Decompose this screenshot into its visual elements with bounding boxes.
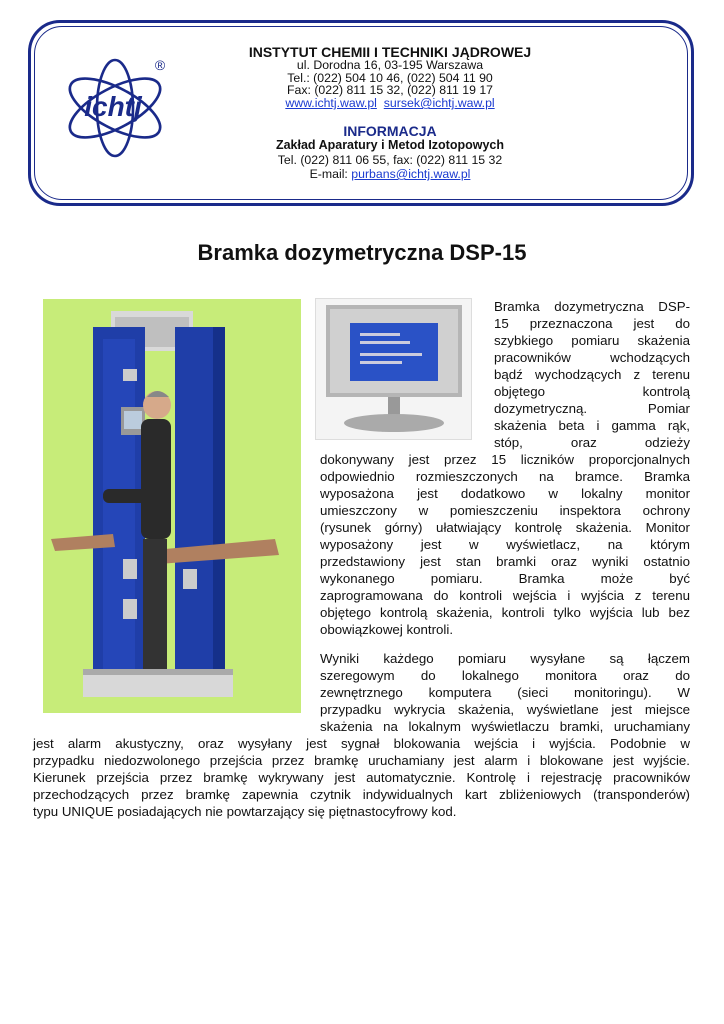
ichtj-logo	[60, 48, 175, 163]
text-line: zewnętrznego komputera (sieci monitoringu). W	[320, 685, 690, 700]
text-line: (rysunek górny) ułatwiający kontrolę skażenia. Monitor	[320, 520, 690, 535]
department-contact: Tel. (022) 811 06 55, fax: (022) 811 15 32	[277, 153, 503, 167]
logo-text: ichtj	[84, 91, 142, 122]
text-line: skażenia beta i gamma rąk,	[494, 418, 690, 433]
text-line: szybkiego pomiaru skażenia	[494, 333, 690, 348]
text-line: odpowiednio rozmieszczonych na bramce. Bramka	[320, 469, 690, 484]
address: ul. Dorodna 16, 03-195 Warszawa	[296, 58, 484, 72]
text-line: stóp, oraz odzieży	[494, 435, 690, 450]
text-line: zaprogramowana do kontroli wejścia i wyjścia z terenu	[320, 588, 690, 603]
text-line: 15 przeznaczona jest do	[494, 316, 690, 331]
text-line: objętego kontrolą	[494, 384, 690, 399]
monitor-photo	[315, 298, 472, 440]
text-line: Kierunek przejścia przez bramkę wykrywany jest automatycznie. Kontrolę i rejestrację pracowników	[33, 770, 690, 785]
text-line: wyposażona jest dodatkowo w lokalny monitor	[320, 486, 690, 501]
text-line: typu UNIQUE posiadających nie powtarzający się piętnastocyfrowy kod.	[33, 804, 457, 819]
web-contact	[190, 97, 590, 110]
info-heading: INFORMACJA	[343, 123, 437, 139]
fax-numbers: Fax: (022) 811 15 32, (022) 811 19 17	[287, 83, 493, 97]
text-line: dozymetryczną. Pomiar	[494, 401, 690, 416]
text-line: przypadku wykrycia skażenia, wyświetlane jest miejsce	[320, 702, 690, 717]
text-line: bądź wychodzących z terenu	[494, 367, 690, 382]
page-title: Bramka dozymetryczna DSP-15	[197, 240, 527, 265]
text-line: dokonywany jest przez 15 liczników proporcjonalnych	[320, 452, 690, 467]
email-link[interactable]: sursek@ichtj.waw.pl	[383, 96, 495, 110]
text-line: pracowników wchodzących	[494, 350, 690, 365]
paragraph-1-column	[494, 298, 690, 451]
registered-mark: ®	[154, 57, 166, 73]
department-email-line	[190, 168, 590, 181]
text-line: obowiązkowej kontroli.	[320, 622, 454, 637]
text-line: skażenia na lokalnym wyświetlaczu bramki, uruchamiany	[320, 719, 690, 734]
department-email-link[interactable]: purbans@ichtj.waw.pl	[351, 167, 471, 181]
phone-numbers: Tel.: (022) 504 10 46, (022) 504 11 90	[287, 71, 493, 85]
paragraph-2-column	[320, 650, 690, 735]
text-line: wyposażony jest w wyświetlacz, na którym	[320, 537, 690, 552]
text-line: jest alarm akustyczny, oraz wysyłany jest sygnał blokowania wejścia i wyjścia. Podobnie w	[33, 736, 690, 751]
text-line: Bramka dozymetryczna DSP-	[494, 299, 690, 314]
email-label: E-mail:	[309, 167, 348, 181]
institute-name: INSTYTUT CHEMII I TECHNIKI JĄDROWEJ	[248, 44, 532, 60]
text-line: objętego kontrolą skażenia, kontroli tylko wyjścia lub bez	[320, 605, 690, 620]
text-line: przechodzących przez bramkę zapewnia czytnik indywidualnych kart zbliżeniowych (transponderów)	[33, 787, 690, 802]
gate-photo	[43, 299, 301, 713]
text-line: umieszczony w pomieszczeniu inspektora ochrony	[320, 503, 690, 518]
text-line: przedstawiony jest stan bramki oraz wyniki ostatnio	[320, 554, 690, 569]
website-link[interactable]: www.ichtj.waw.pl	[285, 96, 377, 110]
text-line: Wyniki każdego pomiaru wysyłane są łączem	[320, 651, 690, 666]
paragraph-1-continued	[320, 451, 690, 638]
paragraph-2-full-width	[33, 735, 690, 820]
text-line: wykonanego pomiaru. Bramka może być	[320, 571, 690, 586]
text-line: szeregowym do lokalnego monitora oraz do	[320, 668, 690, 683]
text-line: przypadku niedozwolonego przejścia przez bramkę uruchamiany jest alarm i blokowane jest wyjście.	[33, 753, 690, 768]
department-name: Zakład Aparatury i Metod Izotopowych	[275, 138, 505, 152]
